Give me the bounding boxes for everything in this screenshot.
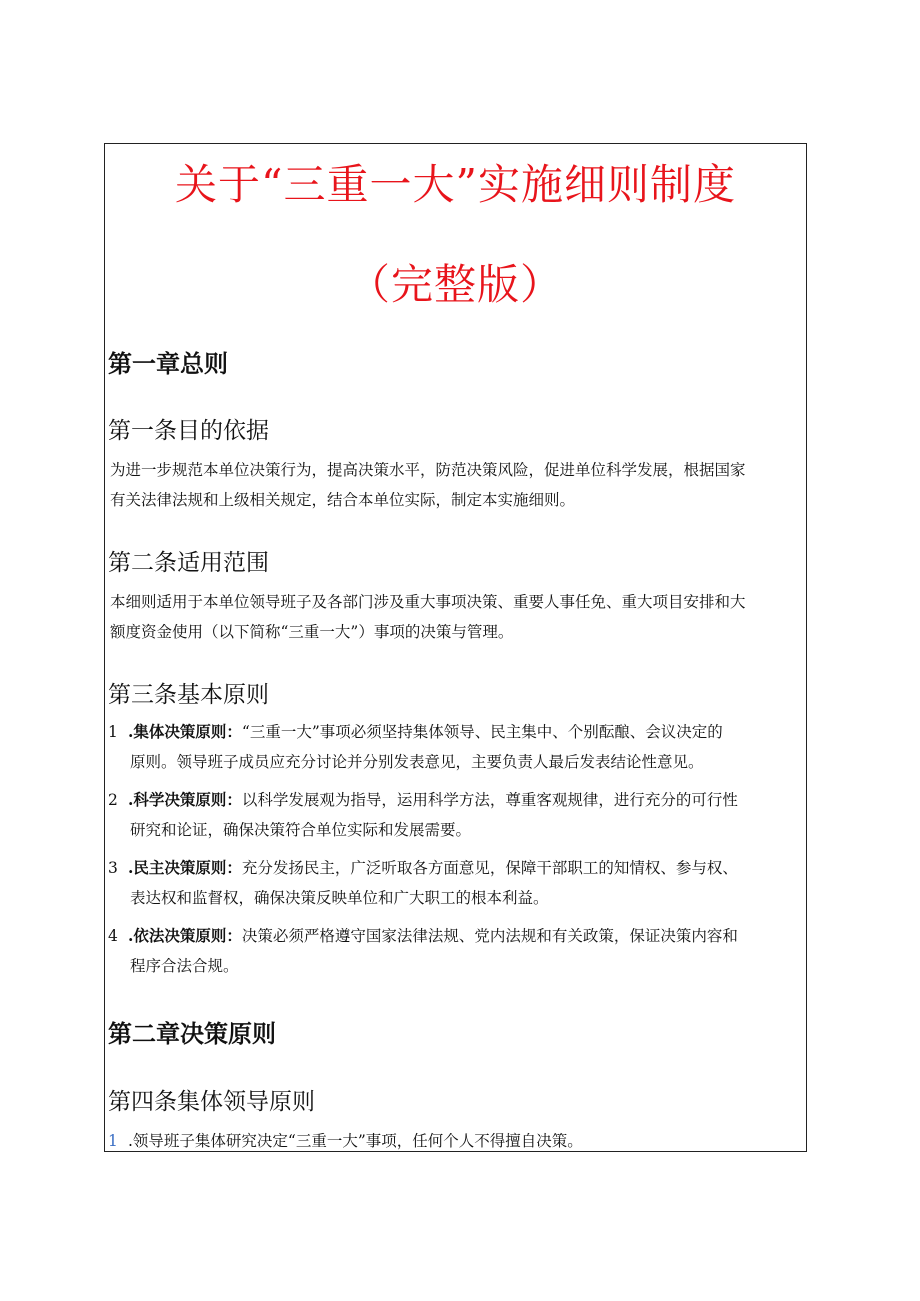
list-item-continuation: 程序合法合规。 <box>130 957 239 975</box>
document-frame <box>104 143 807 1152</box>
article-2-line-2: 额度资金使用（以下简称“三重一大”）事项的决策与管理。 <box>110 623 514 641</box>
list-item-continuation: 研究和论证，确保决策符合单位实际和发展需要。 <box>130 821 472 839</box>
list-item-number: 2 <box>108 791 118 809</box>
list-item-number: 1 <box>108 723 118 741</box>
list-item-text: 决策必须严格遵守国家法律法规、党内法规和有关政策，保证决策内容和 <box>241 927 738 945</box>
list-item <box>108 921 798 981</box>
document-subtitle: （完整版） <box>347 260 563 309</box>
document-title: 关于“三重一大”实施细则制度 <box>175 160 736 209</box>
list-item-label: .科学决策原则： <box>128 790 242 809</box>
list-item-continuation: 表达权和监督权，确保决策反映单位和广大职工的根本利益。 <box>130 889 549 907</box>
list-item-continuation: 原则。领导班子成员应充分讨论并分别发表意见，主要负责人最后发表结论性意见。 <box>130 753 704 771</box>
list-item <box>108 717 798 777</box>
list-item <box>108 785 798 845</box>
list-item-number: 3 <box>108 859 118 877</box>
list-item-label: .集体决策原则： <box>128 722 242 741</box>
list-item-text: 以科学发展观为指导，运用科学方法，尊重客观规律，进行充分的可行性 <box>241 791 738 809</box>
list-item-number: 4 <box>108 927 118 945</box>
article-1-line-1: 为进一步规范本单位决策行为，提高决策水平，防范决策风险，促进单位科学发展，根据国家 <box>110 461 746 479</box>
list-item-number: 1 <box>108 1132 118 1150</box>
article-3-heading: 第三条基本原则 <box>108 682 269 708</box>
list-item-text: 充分发扬民主，广泛听取各方面意见，保障干部职工的知情权、参与权、 <box>241 859 738 877</box>
list-item <box>108 1126 798 1152</box>
article-2-line-1: 本细则适用于本单位领导班子及各部门涉及重大事项决策、重要人事任免、重大项目安排和大 <box>110 593 746 611</box>
article-1-heading: 第一条目的依据 <box>108 418 269 444</box>
article-4-heading: 第四条集体领导原则 <box>108 1089 315 1115</box>
list-item <box>108 853 798 913</box>
list-item-text: “三重一大”事项必须坚持集体领导、民主集中、个别酝酿、会议决定的 <box>241 723 723 741</box>
list-item-label: .民主决策原则： <box>128 858 242 877</box>
article-1-line-2: 有关法律法规和上级相关规定，结合本单位实际，制定本实施细则。 <box>110 491 576 509</box>
list-item-label: .依法决策原则： <box>128 926 242 945</box>
chapter-2-heading: 第二章决策原则 <box>108 1020 276 1048</box>
list-item-text: .领导班子集体研究决定“三重一大”事项，任何个人不得擅自决策。 <box>128 1132 583 1150</box>
article-2-heading: 第二条适用范围 <box>108 550 269 576</box>
chapter-1-heading: 第一章总则 <box>108 350 228 378</box>
